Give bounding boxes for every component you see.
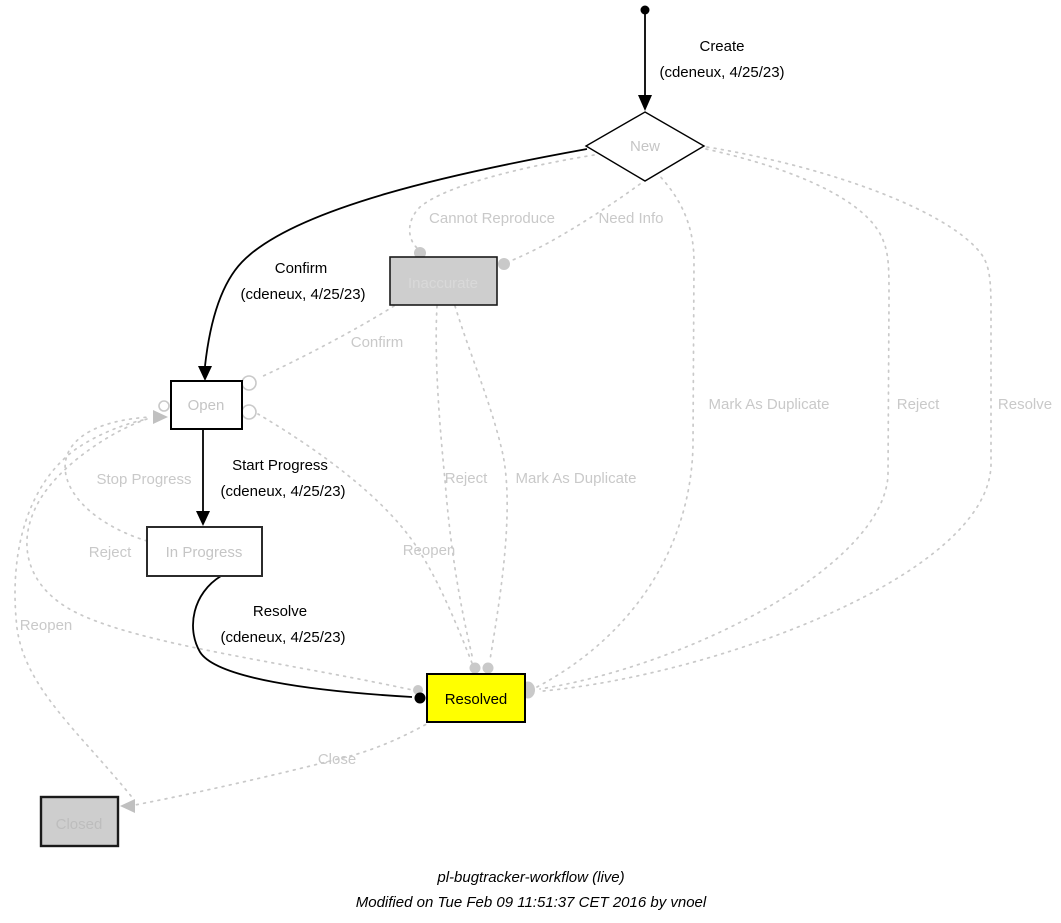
edge-mark-as-duplicate-from-new xyxy=(537,172,694,687)
node-open[interactable] xyxy=(171,381,242,429)
edge-close xyxy=(135,721,432,805)
label-resolve: Resolve xyxy=(252,603,308,620)
label-reject-resolved: Reject xyxy=(88,544,132,561)
workflow-modified: Modified on Tue Feb 09 11:51:37 CET 2016 by vnoel xyxy=(355,894,707,911)
label-resolve-meta: (cdeneux, 4/25/23) xyxy=(220,629,346,646)
label-need-info: Need Info xyxy=(598,210,664,227)
node-closed-label: Closed xyxy=(55,816,103,833)
anchor-ring-open-left xyxy=(159,401,169,411)
node-inaccurate[interactable] xyxy=(390,257,497,305)
node-resolved-label: Resolved xyxy=(444,691,508,708)
label-reopen-closed: Reopen xyxy=(19,617,73,634)
label-confirm-gray: Confirm xyxy=(350,334,404,351)
arrowhead-start-progress xyxy=(196,511,210,526)
label-start-progress: Start Progress xyxy=(232,457,328,474)
arrowhead-into-closed xyxy=(120,799,135,813)
anchor-dot-resolved-top-2 xyxy=(483,663,494,674)
arrowhead-create xyxy=(638,95,652,111)
edge-reject-from-new xyxy=(540,149,889,689)
anchor-ring-open-right xyxy=(242,405,256,419)
node-in-progress[interactable] xyxy=(147,527,262,576)
node-closed[interactable] xyxy=(41,797,118,846)
label-confirm: Confirm xyxy=(274,260,328,277)
edge-resolve-from-new xyxy=(543,147,991,691)
inactive-transition-labels xyxy=(20,210,1052,768)
label-create-meta: (cdeneux, 4/25/23) xyxy=(659,64,785,81)
arrowhead-confirm xyxy=(198,366,212,381)
diagram-footer xyxy=(356,869,707,911)
edge-cannot-reproduce xyxy=(410,155,594,249)
label-reject-inaccurate: Reject xyxy=(444,470,488,487)
label-mark-as-duplicate-inaccurate: Mark As Duplicate xyxy=(515,470,637,487)
label-stop-progress: Stop Progress xyxy=(96,471,192,488)
label-mark-as-duplicate-new: Mark As Duplicate xyxy=(708,396,830,413)
executed-transition-labels xyxy=(220,38,784,646)
label-cannot-reproduce: Cannot Reproduce xyxy=(429,210,555,227)
node-inaccurate-label: Inaccurate xyxy=(407,275,479,292)
initial-state-marker xyxy=(641,6,650,15)
anchor-ring-open-topright xyxy=(242,376,256,390)
node-new-label: New xyxy=(629,138,661,155)
label-start-progress-meta: (cdeneux, 4/25/23) xyxy=(220,483,346,500)
edge-reopen-from-resolved xyxy=(258,414,472,663)
executed-transitions xyxy=(193,6,652,704)
node-in-progress-label: In Progress xyxy=(165,544,243,561)
anchor-dot-resolved-top-1 xyxy=(470,663,481,674)
label-reopen-resolved: Reopen xyxy=(402,542,456,559)
label-reject-new: Reject xyxy=(896,396,940,413)
label-resolve-new: Resolve xyxy=(997,396,1053,413)
label-close: Close xyxy=(317,751,357,768)
label-create: Create xyxy=(699,38,745,55)
node-resolved[interactable] xyxy=(427,674,525,722)
arrowhead-into-open xyxy=(153,410,168,424)
node-open-label: Open xyxy=(187,397,225,414)
anchor-dot-inaccurate-right xyxy=(498,258,510,270)
workflow-name: pl-bugtracker-workflow (live) xyxy=(437,869,625,886)
label-confirm-meta: (cdeneux, 4/25/23) xyxy=(240,286,366,303)
arrow-dot-resolve xyxy=(415,693,426,704)
node-new[interactable] xyxy=(586,112,704,181)
